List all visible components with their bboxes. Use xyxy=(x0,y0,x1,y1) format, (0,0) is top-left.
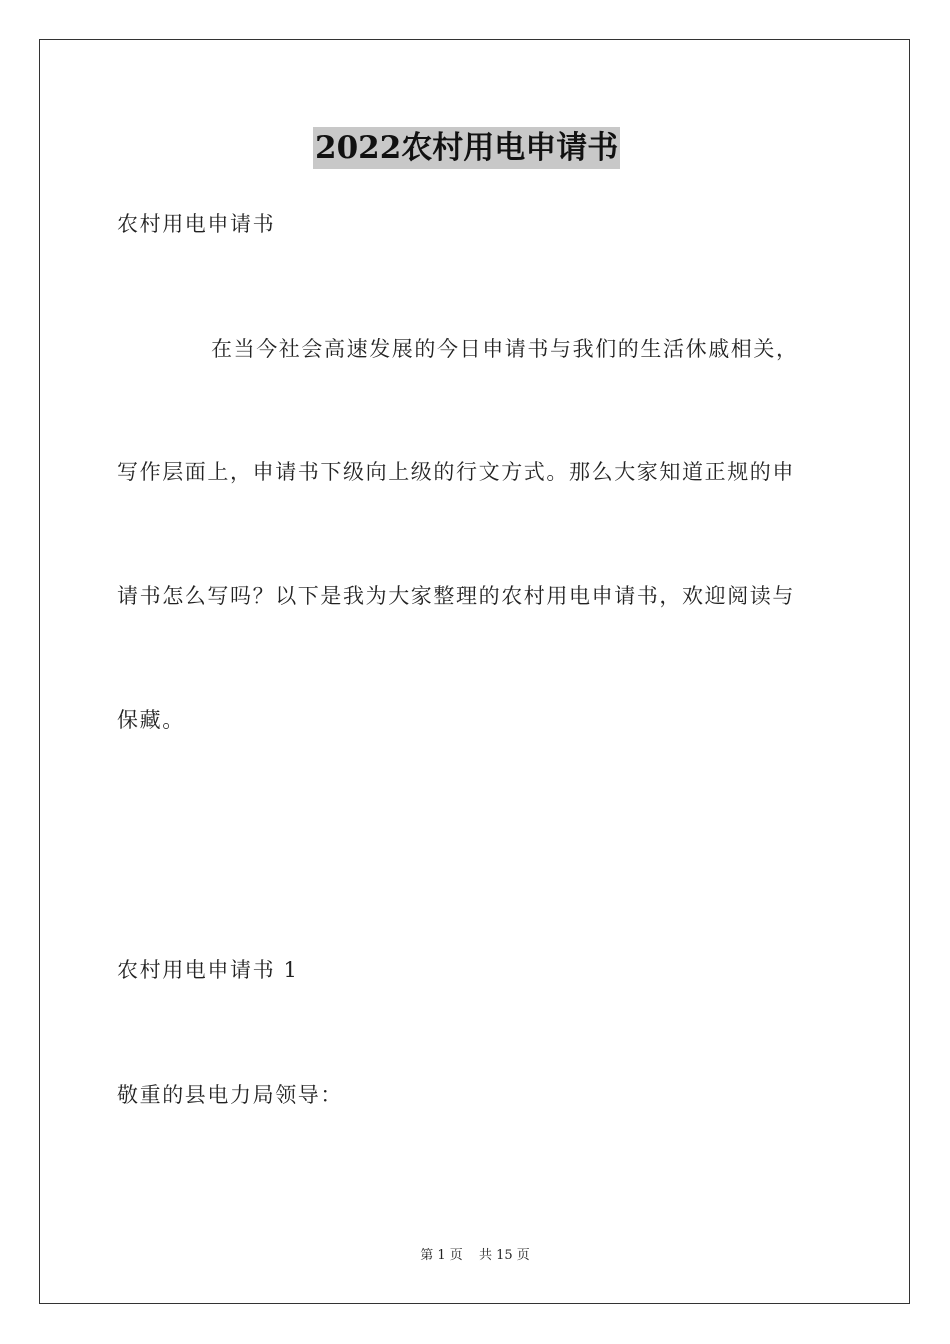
intro-line-2: 写作层面上，申请书下级向上级的行文方式。那么大家知道正规的申 xyxy=(117,460,795,484)
intro-line-3: 请书怎么写吗？以下是我为大家整理的农村用电申请书，欢迎阅读与 xyxy=(117,584,795,608)
page-total: 共 15 页 xyxy=(478,1248,530,1263)
intro-line-4: 保藏。 xyxy=(117,708,185,732)
document-subtitle: 农村用电申请书 xyxy=(117,212,276,236)
intro-line-1: 在当今社会高速发展的今日申请书与我们的生活休戚相关， xyxy=(211,337,799,361)
page-number: 第 1 页 xyxy=(420,1248,463,1263)
section-heading: 农村用电申请书 1 xyxy=(117,958,299,982)
page-footer xyxy=(0,1247,950,1265)
document-title: 2022农村用电申请书 xyxy=(313,127,620,169)
salutation: 敬重的县电力局领导： xyxy=(117,1083,343,1107)
